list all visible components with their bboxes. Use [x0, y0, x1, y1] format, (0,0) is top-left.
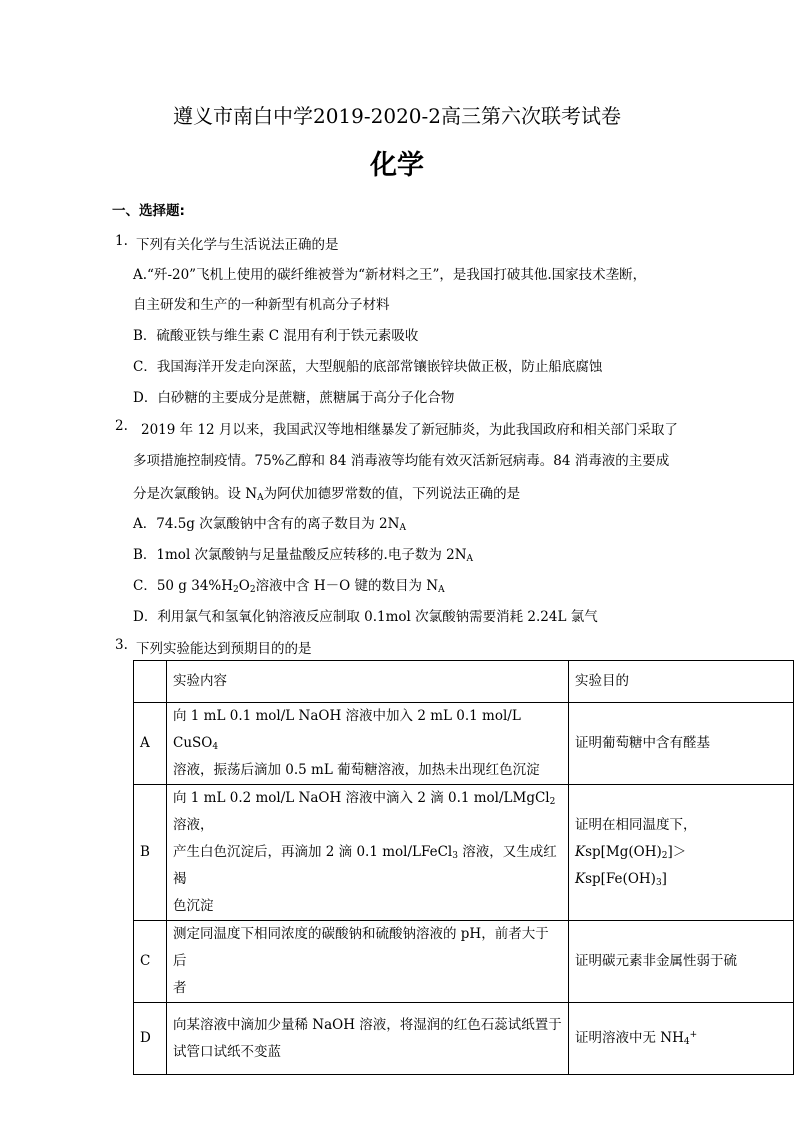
table-row-c	[134, 921, 794, 1003]
exam-title: 遵义市南白中学2019-2020-2高三第六次联考试卷	[172, 104, 622, 128]
table-header-row	[134, 661, 794, 703]
row-d-aim: 证明溶液中无 $NH_4^+$	[569, 1003, 794, 1075]
q1-option-c: C．我国海洋开发走向深蓝，大型舰船的底部常镶嵌锌块做正极，防止船底腐蚀	[133, 359, 603, 375]
experiment-table	[133, 660, 794, 1075]
q1-stem: 下列有关化学与生活说法正确的是	[136, 237, 339, 253]
row-c-content: 测定同温度下相同浓度的碳酸钠和硫酸钠溶液的 pH，前者大于后 者	[167, 921, 569, 1003]
table-row-b	[134, 785, 794, 921]
table-row-d	[134, 1003, 794, 1075]
q3-stem: 下列实验能达到预期目的的是	[136, 641, 312, 657]
row-c-aim: 证明碳元素非金属性弱于硫	[569, 921, 794, 1003]
q2-option-c: C．50 g $34\%H_2O_2$溶液中含 H－O 键的数目为 $N_A$	[133, 578, 445, 595]
q1-option-a-line2: 自主研发和生产的一种新型有机高分子材料	[133, 297, 390, 313]
q2-option-a: A．74.5g 次氯酸钠中含有的离子数目为 $2N_A$	[133, 516, 406, 533]
row-d-content: 向某溶液中滴加少量稀 NaOH 溶液，将湿润的红色石蕊试纸置于 试管口试纸不变蓝	[167, 1003, 569, 1075]
row-a-aim: 证明葡萄糖中含有醛基	[569, 703, 794, 785]
q2-number: 2.	[115, 418, 128, 434]
table-row-a	[134, 703, 794, 785]
row-d-label: D	[134, 1003, 167, 1075]
row-a-label: A	[134, 703, 167, 785]
q1-number: 1.	[115, 233, 128, 249]
q1-option-a-line1: A.“歼-20”飞机上使用的碳纤维被誉为“新材料之王”，是我国打破其他.国家技术垄断，	[133, 267, 647, 283]
q1-option-d: D．白砂糖的主要成分是蔗糖，蔗糖属于高分子化合物	[133, 390, 455, 406]
row-b-aim: 证明在相同温度下，$Ksp[Mg(OH)_2]>$ $Ksp[Fe(OH)_3]$	[569, 785, 794, 921]
row-b-label: B	[134, 785, 167, 921]
q2-option-b: B．1mol 次氯酸钠与足量盐酸反应转移的.电子数为 $2N_A$	[133, 547, 474, 564]
q2-stem-line1: 2019 年 12 月以来，我国武汉等地相继暴发了新冠肺炎，为此我国政府和相关部门采取了	[141, 422, 678, 438]
subject-title: 化学	[370, 150, 424, 181]
row-c-label: C	[134, 921, 167, 1003]
q3-number: 3.	[115, 637, 128, 653]
table-header-aim: 实验目的	[569, 661, 794, 703]
q2-stem-line2: 多项措施控制疫情。75%乙醇和 84 消毒液等均能有效灭活新冠病毒。84 消毒液的主要成	[133, 453, 670, 469]
table-header-content: 实验内容	[167, 661, 569, 703]
q2-stem-line3: 分是次氯酸钠。设 $N_A$为阿伏加德罗常数的值，下列说法正确的是	[133, 486, 521, 503]
q2-option-d: D．利用氯气和氢氧化钠溶液反应制取 0.1mol 次氯酸钠需要消耗 2.24L 氯气	[133, 609, 598, 625]
row-a-content: 向 1 mL 0.1 mol/L NaOH 溶液中加入 2 mL 0.1 mol/L CuSO$_4$ 溶液，振荡后滴加 0.5 mL 葡萄糖溶液，加热未出现红色沉淀	[167, 703, 569, 785]
row-b-content: 向 1 mL 0.2 mol/L NaOH 溶液中滴入 2 滴 0.1 mol/LMgCl$_2$ 溶液， 产生白色沉淀后，再滴加 2 滴 0.1 mol/LFeCl$_3$ 溶液，又生成红褐 色沉淀	[167, 785, 569, 921]
table-header-label	[134, 661, 167, 703]
q1-option-b: B．硫酸亚铁与维生素 C 混用有利于铁元素吸收	[133, 328, 419, 344]
section-heading: 一、选择题:	[112, 203, 185, 219]
